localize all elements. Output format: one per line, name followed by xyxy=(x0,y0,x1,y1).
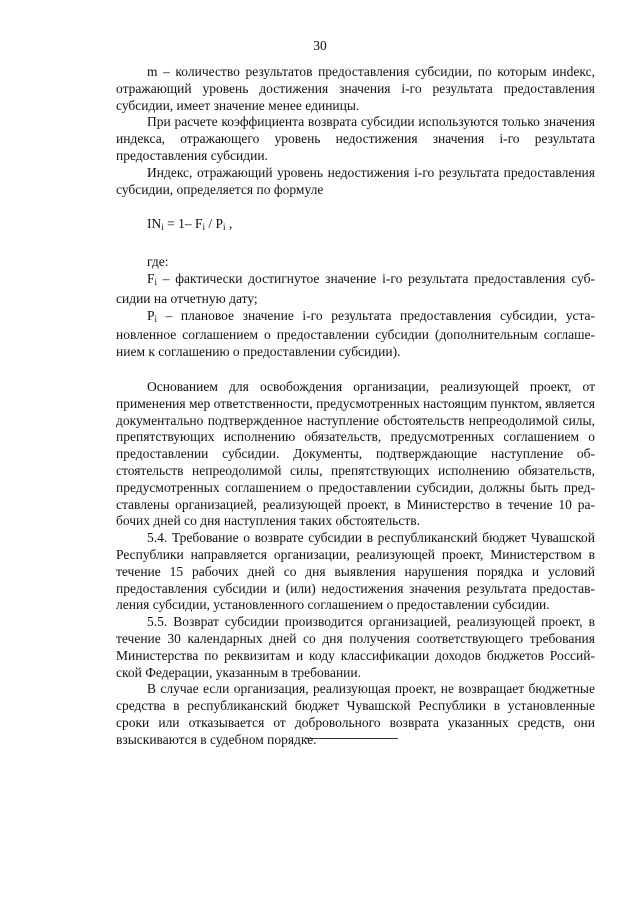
symbol-f-subscript: i xyxy=(154,276,158,287)
paragraph-index-definition: Индекс, отражающий уровень недостижения i-го результата предоставления субсидии, определяется по формуле xyxy=(116,164,595,197)
paragraph-court-recovery: В случае если организация, реализующая проект, не возвращает бюджетные средства в республиканский бюджет Чувашской Республики в установленные сроки или отказывается от добровольного возврата указанных средств, они взыскиваются в судебном порядке. xyxy=(116,681,595,747)
paragraph-5-5: 5.5. Возврат субсидии производится организацией, реализующей проект, в течение 30 календарных дней со дня получения соответствующего требования Министерства по реквизитам и коду классификации доходов бюджетов Российской Федерации, указанным в требовании. xyxy=(116,614,595,680)
pi-definition-text: – плановое значение i-го результата предоставления субсидии, установленное соглашением о предоставлении субсидии (дополнительным соглашением к соглашению о предоставлении субсидии). xyxy=(116,307,595,360)
symbol-f xyxy=(147,271,157,286)
paragraph-force-majeure: Основанием для освобождения организации, реализующей проект, от применения мер ответственности, предусмотренных настоящим пунктом, является документально подтвержденное наступление обстоятельств непреодолимой силы, препятствующих исполнению обязательств, предусмотренных соглашением о предоставлении субсидии. Документы, подтверждающие наступление обстоятельств непреодолимой силы, препятствующих исполнению обязательств, предусмотренных соглашением о предоставлении субсидии, должны быть представлены организацией, реализующей проект, в Министерство в течение 10 рабочих дней со дня наступления таких обстоятельств. xyxy=(116,378,595,529)
formula-eq: = 1– F xyxy=(163,216,203,232)
formula-slash: / P xyxy=(205,216,224,232)
symbol-p-letter: P xyxy=(147,307,155,323)
symbol-f-letter: F xyxy=(147,270,155,286)
paragraph-5-4: 5.4. Требование о возврате субсидии в республиканский бюджет Чувашской Республики направляется организации, реализующей проект, Министерством в течение 15 рабочих дней со дня выявления нарушения порядка и условий предоставления субсидии и (или) недостижения значения результата предоставления субсидии, установленного соглашением о предоставлении субсидии. xyxy=(116,530,595,613)
fi-definition-text: – фактически достигнутое значение i-го результата предоставления субсидии на отчетную дату; xyxy=(116,270,595,306)
paragraph-fi-definition xyxy=(116,271,595,308)
paragraph-gap xyxy=(116,361,595,379)
end-divider-line xyxy=(305,738,398,739)
formula-f-subscript: i xyxy=(202,222,206,233)
formula-lhs-subscript: i xyxy=(161,222,164,233)
paragraph-m-definition: m – количество результатов предоставления субсидии, по которым инdекс, отражающий уровень достижения значения i-го результата предоставления субсидии, имеет значение менее единицы. xyxy=(116,64,595,113)
paragraph-pi-definition xyxy=(116,308,595,361)
formula-lhs: IN xyxy=(147,216,162,232)
symbol-p xyxy=(147,308,157,323)
page-body xyxy=(116,64,595,748)
formula-p-subscript: i xyxy=(223,222,226,233)
formula-index xyxy=(147,216,595,236)
page-number: 30 xyxy=(313,38,327,53)
where-label: где: xyxy=(147,254,169,270)
formula-tail: , xyxy=(225,216,233,232)
symbol-p-subscript: i xyxy=(154,313,158,324)
paragraph-coefficient-calculation: При расчете коэффициента возврата субсидии используются только значения индекса, отражающего уровень недостижения значения i-го результата предоставления субсидии. xyxy=(116,114,595,163)
